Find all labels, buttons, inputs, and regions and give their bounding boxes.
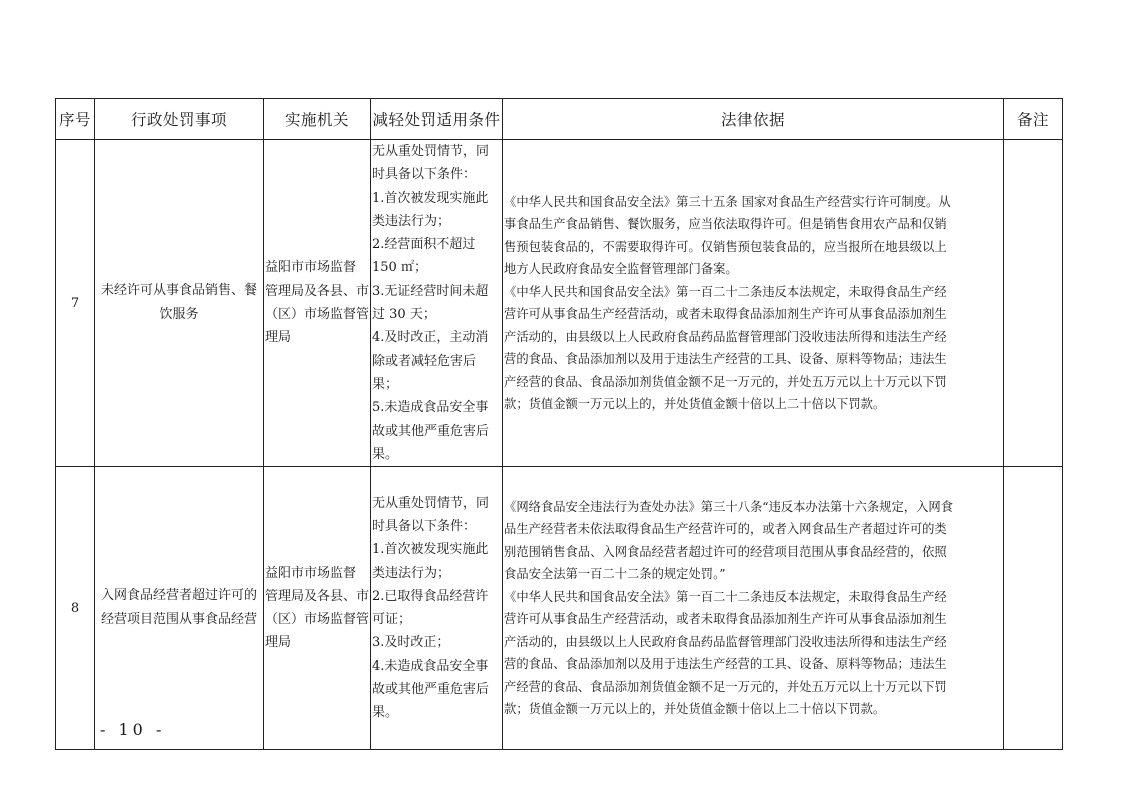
row-penalty-item	[95, 140, 264, 467]
header-legal-basis: 法律依据	[503, 99, 1004, 140]
row-legal-basis	[503, 140, 1004, 467]
text-line: 经营项目范围从事食品经营	[100, 612, 257, 628]
text-line: 故或其他严重危害后	[372, 423, 490, 439]
row-serial: 8	[56, 467, 95, 750]
header-penalty-item: 行政处罚事项	[95, 99, 264, 140]
text-line: 类违法行为；	[372, 213, 451, 229]
text-line: 款；货值金额一万元以上的，并处货值金额十倍以上二十倍以下罚款。	[504, 397, 886, 412]
text-line: （区）市场监督管	[265, 612, 370, 628]
text-line: 可证；	[372, 612, 412, 628]
text-line: 产经营的食品、食品添加剂货值金额不足一万元的，并处五万元以上十万元以下罚	[504, 374, 947, 389]
text-line: 4.及时改正，主动消	[372, 330, 489, 346]
text-line: 1.首次被发现实施此	[372, 190, 489, 206]
text-line: 无从重处罚情节，同	[372, 144, 490, 159]
text-line: 饮服务	[159, 307, 199, 323]
text-line: 品生产经营者未依法取得食品生产经营许可的，或者入网食品生产者超过许可的类	[504, 522, 947, 537]
row-authority	[264, 140, 371, 467]
row-mitigation-conditions	[371, 467, 503, 750]
text-line: 1.首次被发现实施此	[372, 542, 489, 558]
row-remarks	[1004, 140, 1063, 467]
table-row	[56, 140, 1063, 467]
text-line: 入网食品经营者超过许可的	[100, 588, 257, 604]
text-line: 产经营的食品、食品添加剂货值金额不足一万元的，并处五万元以上十万元以下罚	[504, 679, 947, 694]
text-line: 营许可从事食品生产经营活动，或者未取得食品添加剂生产许可从事食品添加剂生	[504, 307, 947, 322]
table-header-row	[56, 99, 1063, 140]
text-line: 除或者减轻危害后	[372, 353, 477, 369]
text-line: 产活动的，由县级以上人民政府食品药品监督管理部门没收违法所得和违法生产经	[504, 634, 947, 649]
text-line: 3.无证经营时间未超	[372, 283, 489, 299]
text-line: 3.及时改正；	[372, 635, 450, 651]
text-line: 4.未造成食品安全事	[372, 658, 489, 674]
text-line: 时具备以下条件：	[372, 167, 477, 183]
header-mitigation-conditions: 减轻处罚适用条件	[371, 99, 503, 140]
text-line: 地方人民政府食品安全监督管理部门备案。	[504, 262, 738, 277]
header-remarks: 备注	[1004, 99, 1063, 140]
text-line: 无从重处罚情节，同	[372, 495, 490, 511]
row-remarks	[1004, 467, 1063, 750]
text-line: 《中华人民共和国食品安全法》第三十五条 国家对食品生产经营实行许可制度。从	[504, 194, 951, 209]
text-line: 款；货值金额一万元以上的，并处货值金额十倍以上二十倍以下罚款。	[504, 702, 886, 717]
text-line: 150 ㎡；	[372, 260, 427, 276]
text-line: 售预包装食品的，不需要取得许可。仅销售预包装食品的，应当报所在地县级以上	[504, 239, 947, 254]
row-mitigation-conditions	[371, 140, 503, 467]
text-line: 营的食品、食品添加剂以及用于违法生产经营的工具、设备、原料等物品；违法生	[504, 657, 947, 672]
text-line: 管理局及各县、市	[265, 588, 370, 604]
text-line: 果。	[372, 446, 399, 462]
page-number: - 10 -	[100, 720, 166, 739]
text-line: 过 30 天；	[372, 307, 436, 323]
text-line: 5.未造成食品安全事	[372, 400, 489, 416]
text-line: 益阳市市场监督	[265, 565, 357, 581]
table-row	[56, 467, 1063, 750]
text-line: 2.已取得食品经营许	[372, 588, 489, 604]
text-line: 《中华人民共和国食品安全法》第一百二十二条违反本法规定，未取得食品生产经	[504, 284, 947, 299]
text-line: 食品安全法第一百二十二条的规定处罚。”	[504, 567, 726, 582]
text-line: 理局	[265, 330, 292, 346]
text-line: 理局	[265, 635, 292, 651]
row-penalty-item	[95, 467, 264, 750]
header-serial: 序号	[56, 99, 95, 140]
text-line: 益阳市市场监督	[265, 260, 357, 276]
text-line: 事食品生产食品销售、餐饮服务，应当依法取得许可。但是销售食用农产品和仅销	[504, 217, 947, 232]
text-line: 果。	[372, 705, 399, 721]
text-line: 营许可从事食品生产经营活动，或者未取得食品添加剂生产许可从事食品添加剂生	[504, 612, 947, 627]
text-line: 《网络食品安全违法行为查处办法》第三十八条“违反本办法第十六条规定，入网食	[504, 499, 953, 514]
row-serial: 7	[56, 140, 95, 467]
text-line: 时具备以下条件：	[372, 518, 477, 534]
text-line: 未经许可从事食品销售、餐	[100, 283, 257, 299]
penalty-table	[55, 98, 1063, 750]
row-authority	[264, 467, 371, 750]
text-line: 2.经营面积不超过	[372, 237, 476, 253]
text-line: 类违法行为；	[372, 565, 451, 581]
text-line: 别范围销售食品、入网食品经营者超过许可的经营项目范围从事食品经营的，依照	[504, 544, 947, 559]
header-authority: 实施机关	[264, 99, 371, 140]
text-line: （区）市场监督管	[265, 307, 370, 323]
text-line: 故或其他严重危害后	[372, 682, 490, 698]
row-legal-basis	[503, 467, 1004, 750]
text-line: 产活动的，由县级以上人民政府食品药品监督管理部门没收违法所得和违法生产经	[504, 329, 947, 344]
text-line: 营的食品、食品添加剂以及用于违法生产经营的工具、设备、原料等物品；违法生	[504, 352, 947, 367]
text-line: 果；	[372, 376, 399, 392]
text-line: 管理局及各县、市	[265, 283, 370, 299]
text-line: 《中华人民共和国食品安全法》第一百二十二条违反本法规定，未取得食品生产经	[504, 589, 947, 604]
